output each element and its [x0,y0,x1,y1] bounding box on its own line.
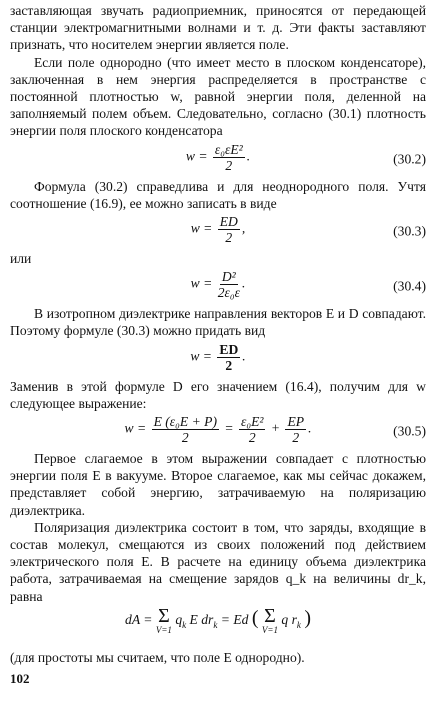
paragraph-2: Если поле однородно (что имеет место в плоском конденсаторе), заключенная в нем энергия распределяется в пространстве с постоянной плотностью w, равной энергии поля, деленной на заполняемый полем объем. Следовательно, согласно (30.1) плотность энергии поля плоского конденсатора [10,54,426,139]
equation-vector-form [10,342,426,376]
sum-1-limit: V=1 [155,624,172,635]
equation-work: dA = Σ V=1 $q_k$ E $dr_k = Ed$ ( Σ V=1 q $r_k$ ) [125,604,311,635]
eq302-lhs: w = [185,148,208,164]
eqvec-numerator: ED [219,341,239,357]
paragraph-8: (для простоты мы считаем, что поле E однородно). [10,649,305,665]
eq302-number: (30.2) [393,151,426,167]
eq303-denominator: 2 [225,230,233,246]
eq303-numerator: ED [219,214,238,230]
eqvec-lhs: w = [190,348,212,364]
eq305-numerator-3: EP [287,414,305,430]
eqwork-lhs: dA = [125,612,153,627]
eq305-plus: + [270,420,281,436]
eq304-number: (30.4) [393,278,426,294]
page-number: 102 [10,671,30,687]
sum-2: Σ V=1 [261,604,278,635]
sum-2-limit: V=1 [261,624,278,635]
eqwork-term1b: E dr [189,612,214,627]
eq303-lhs: w = [190,220,213,236]
eq302-numerator: ε₀εE² [214,141,243,157]
eqwork-eq: = Ed [220,612,249,627]
eq304-tail: . [241,275,246,291]
paragraph-3: Формула (30.2) справедлива и для неоднородного поля. Учтя соотношение (16.9), ее можно записать в виде [10,178,426,211]
or-label: или [10,251,32,267]
equation-30-3 [10,214,426,248]
eq304-numerator: D² [221,269,236,285]
eq305-lhs: w = [124,420,147,436]
eq305-denominator-2: 2 [248,430,256,446]
eqwork-term1: q [175,612,183,627]
paragraph-6: Первое слагаемое в этом выражении совпадает с плотностью энергии поля E в вакууме. Второе слагаемое, как мы сейчас докажем, представляет собой энергию, затрачиваемую на поляризацию диэлектрика. [10,451,426,518]
eq304-lhs: w = [190,275,213,291]
eq305-denominator-1: 2 [181,430,189,446]
eq302-denominator: 2 [225,157,233,173]
equation-30-2 [10,142,426,176]
eq305-denominator-3: 2 [292,430,300,446]
eq305-numerator-2: ε₀E² [240,414,264,430]
paragraph-4: В изотропном диэлектрике направления векторов E и D совпадают. Поэтому формуле (30.3) можно придать вид [10,306,426,339]
sum-1: Σ V=1 [155,604,172,635]
eqwork-term2: q r [281,612,297,627]
eq305-number: (30.5) [393,423,426,439]
eqvec-denominator: 2 [225,357,233,373]
eq303-tail: , [241,220,246,236]
equation-30-4 [10,269,426,303]
eq305-numerator-1: E (ε₀E + P) [153,414,217,430]
paragraph-7: Поляризация диэлектрика состоит в том, что заряды, входящие в состав молекул, смещаются из своих положений под действием электрического поля E. В расчете на единицу объема диэлектрика работа, затрачиваемая на смещение зарядов q_k на величины dr_k, равна [10,519,426,604]
eq304-denominator: 2ε₀ε [217,285,240,301]
paragraph-1: заставляющая звучать радиоприемник, приносятся от передающей станции электромагнитными волнами и т. д. Эти факты заставляют признать, что носителем энергии является поле. [10,3,426,53]
eq305-tail: . [308,420,312,436]
equation-30-5 [10,414,426,448]
eq305-equals: = [224,420,234,436]
eq302-tail: . [246,148,251,164]
paragraph-5: Заменив в этой формуле D его значением (16.4), получим для w следующее выражение: [10,378,426,411]
eq303-number: (30.3) [393,223,426,239]
eqvec-tail: . [242,348,246,364]
